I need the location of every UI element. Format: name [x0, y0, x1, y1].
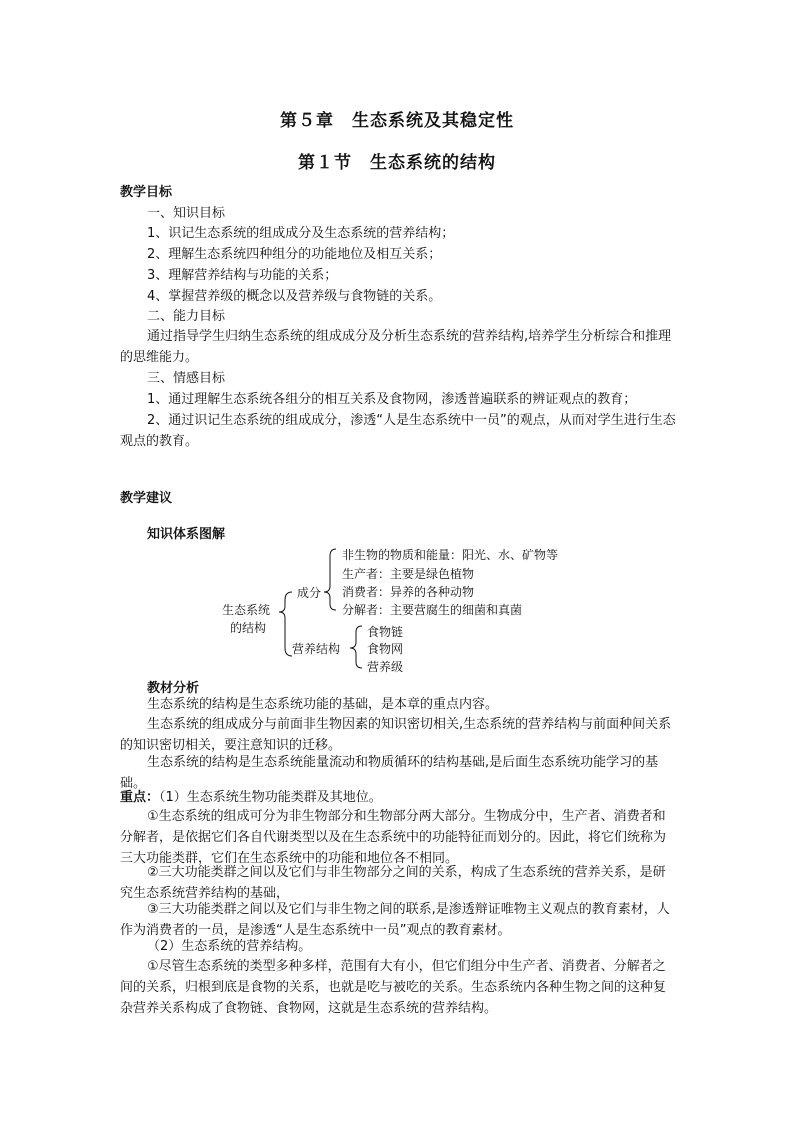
key-point-1-line	[120, 787, 382, 808]
analysis-paragraph: 生态系统的组成成分与前面非生物因素的知识密切相关,生态系统的营养结构与前面种间关系的知识密切相关，要注意知识的迁移。	[120, 717, 672, 753]
nutrition-item: 营养级	[367, 660, 404, 674]
analysis-paragraph: 生态系统的结构是生态系统功能的基础，是本章的重点内容。	[147, 697, 499, 712]
knowledge-heading: 一、知识目标	[147, 206, 226, 221]
knowledge-item: 4、掌握营养级的概念以及营养级与食物链的关系。	[147, 289, 442, 304]
root-label-line2: 的结构	[230, 621, 267, 635]
component-item: 分解者：主要营腐生的细菌和真菌	[342, 603, 523, 617]
knowledge-item: 2、理解生态系统四种组分的功能地位及相互关系；	[147, 247, 442, 262]
suggestions-heading: 教学建议	[120, 491, 173, 506]
root-brace	[279, 592, 292, 656]
chapter-title: 第５章 生态系统及其稳定性	[280, 111, 514, 131]
nutrition-item: 食物网	[367, 642, 404, 656]
knowledge-item: 1、识记生态系统的组成成分及生态系统的营养结构；	[147, 226, 455, 241]
key-point-1-paragraph: ①生态系统的组成可分为非生物部分和生物部分两大部分。生物成分中，生产者、消费者和分解者，是依据它们各自代谢类型以及在生态系统中的功能特征而划分的。因此，将它们统称为三大功能类群，它们在生态系统中的功能和地位各不相同。	[120, 809, 667, 866]
key-point-1-paragraph: ②三大功能类群之间以及它们与非生物部分之间的关系，构成了生态系统的营养关系，是研究生态系统营养结构的基础，	[120, 865, 666, 901]
knowledge-item: 3、理解营养结构与功能的关系；	[147, 268, 338, 283]
component-item: 非生物的物质和能量：阳光、水、矿物等	[342, 548, 559, 562]
key-point-2-title: （2）生态系统的营养结构。	[147, 939, 312, 954]
component-item: 生产者：主要是绿色植物	[342, 567, 475, 581]
key-points-label: 重点：	[120, 790, 160, 805]
emotion-heading: 三、情感目标	[147, 371, 226, 386]
components-brace	[324, 549, 336, 610]
diagram-heading: 知识体系图解	[147, 527, 226, 542]
analysis-paragraph: 生态系统的结构是生态系统能量流动和物质循环的结构基础,是后面生态系统功能学习的基础。	[120, 755, 659, 791]
ability-text: 通过指导学生归纳生态系统的组成成分及分析生态系统的营养结构,培养学生分析综合和推理的思维能力。	[120, 329, 672, 365]
components-label: 成分	[297, 586, 322, 600]
nutrition-brace	[350, 626, 362, 668]
key-point-1-title: （1）生态系统生物功能类群及其地位。	[159, 790, 382, 805]
goals-heading: 教学目标	[120, 185, 173, 200]
analysis-heading: 教材分析	[147, 681, 200, 696]
nutrition-item: 食物链	[367, 625, 404, 639]
root-label-line1: 生态系统	[222, 603, 271, 617]
key-point-1-paragraph: ③三大功能类群之间以及它们与非生物之间的联系,是渗透辩证唯物主义观点的教育素材，人作为消费者的一员，是渗透“人是生态系统中一员”观点的教育素材。	[120, 902, 670, 938]
key-point-2-paragraph: ①尽管生态系统的类型多种多样，范围有大有小，但它们组分中生产者、消费者、分解者之间的关系，归根到底是食物的关系，也就是吃与被吃的关系。生态系统内各种生物之间的这种复杂营养关系构成了食物链、食物网，这就是生态系统的营养结构。	[120, 959, 667, 1016]
component-item: 消费者：异养的各种动物	[342, 585, 475, 599]
emotion-item: 2、通过识记生态系统的组成成分，渗透“人是生态系统中一员”的观点，从而对学生进行生态观点的教育。	[120, 413, 676, 449]
nutrition-label: 营养结构	[292, 642, 341, 656]
emotion-item: 1、通过理解生态系统各组分的相互关系及食物网，渗透普遍联系的辨证观点的教育；	[147, 392, 637, 407]
section-title: 第１节 生态系统的结构	[298, 153, 496, 173]
ability-heading: 二、能力目标	[147, 309, 226, 324]
